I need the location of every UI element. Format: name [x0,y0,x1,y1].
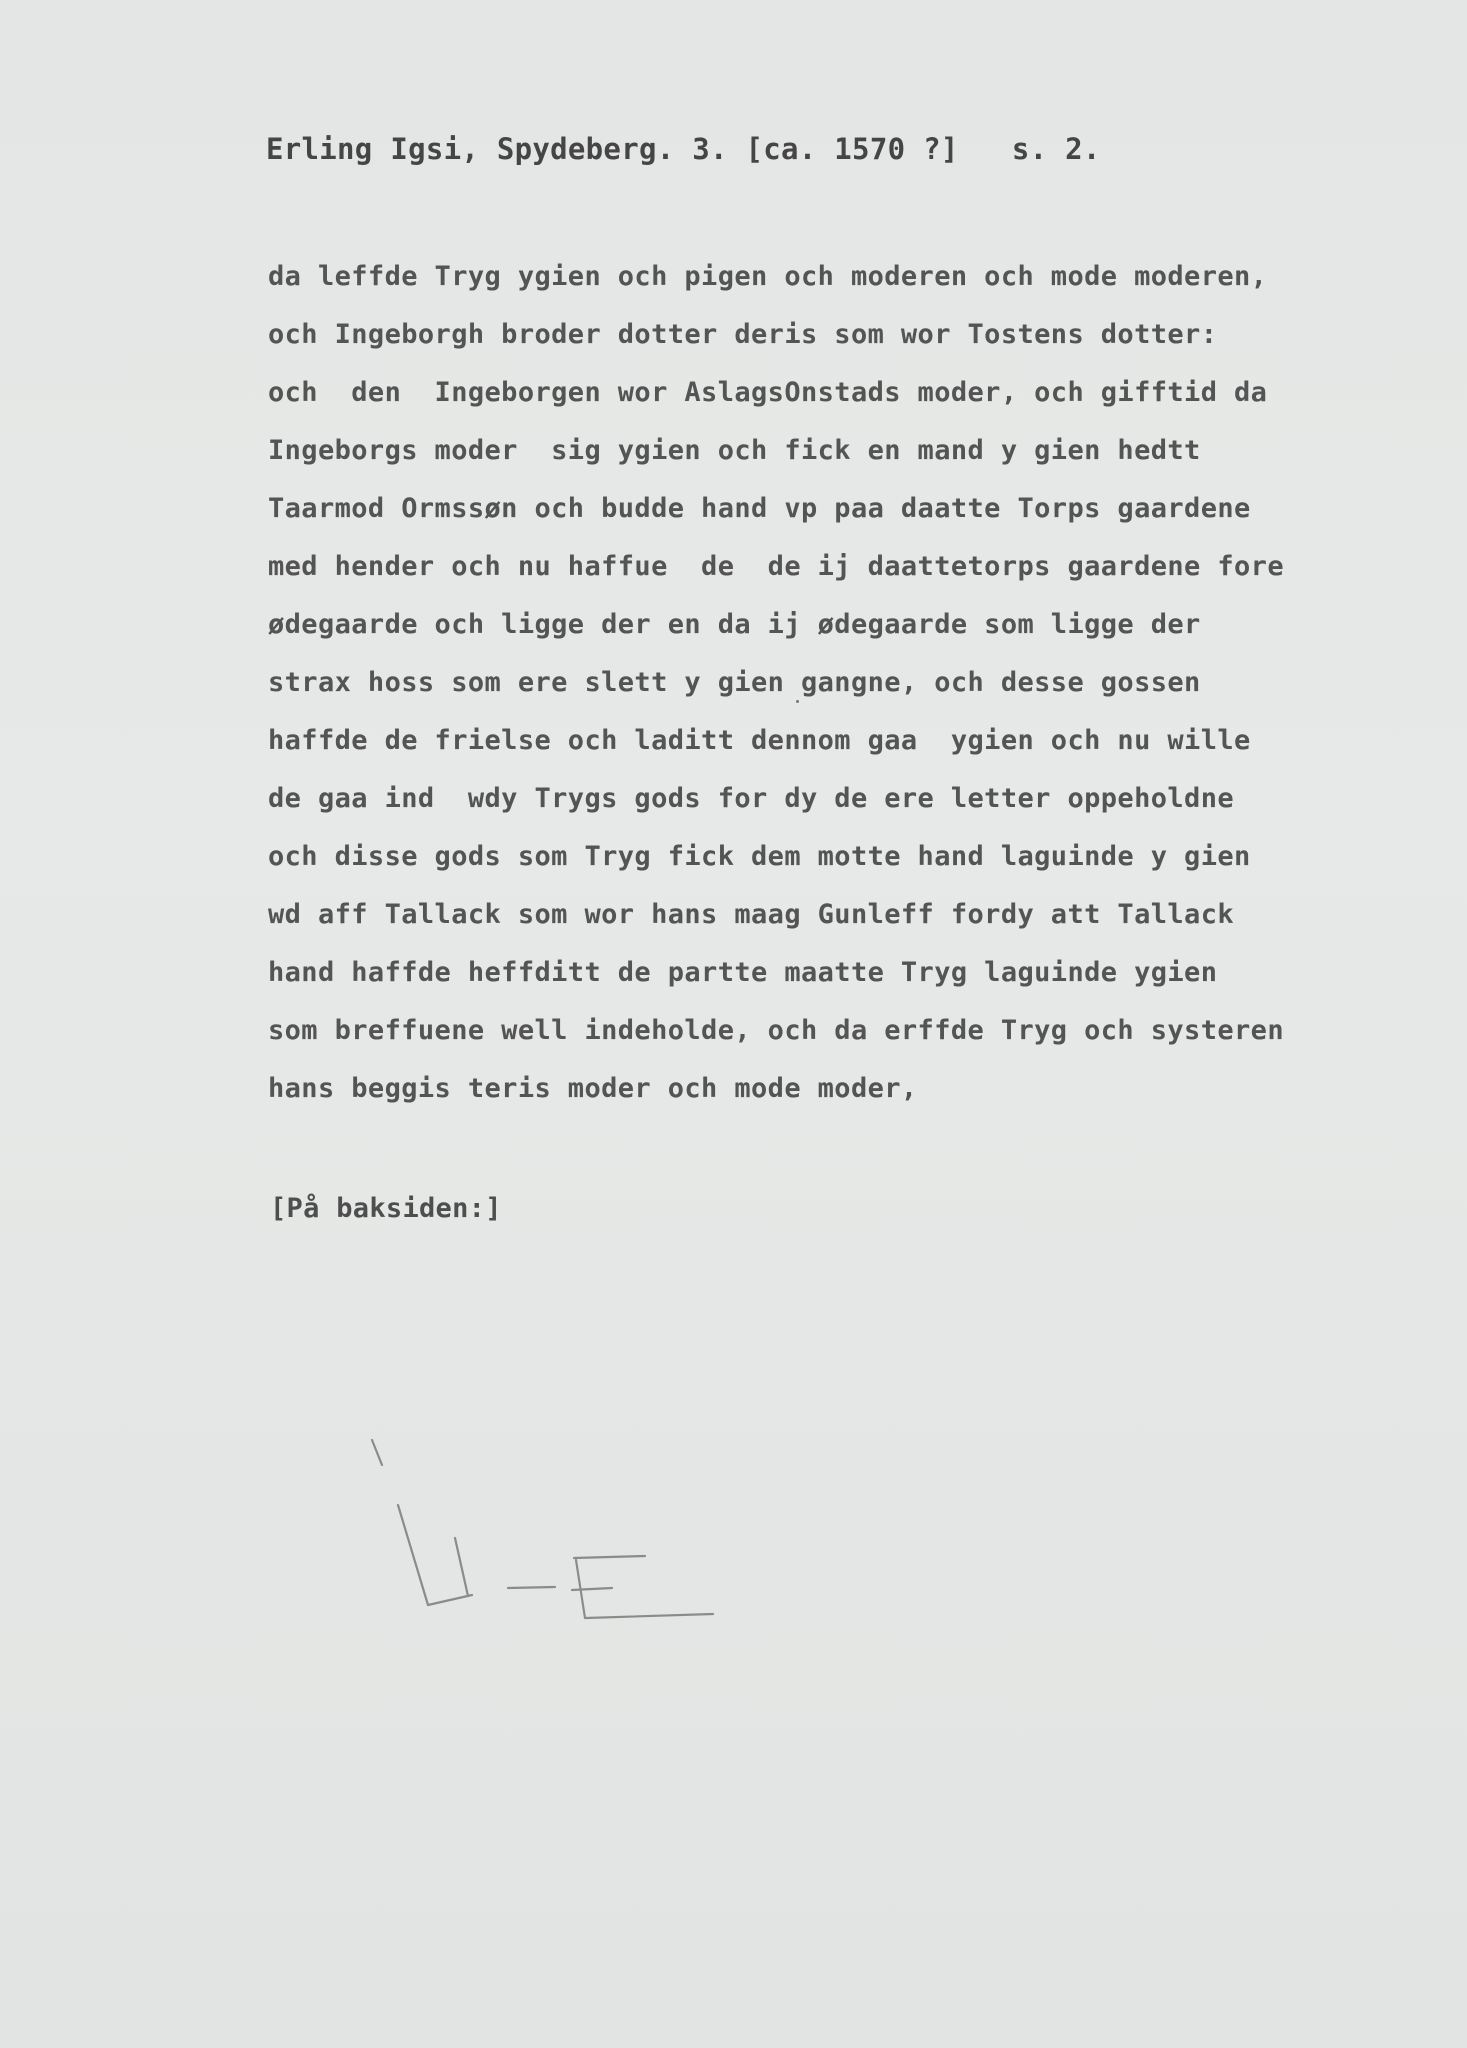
transcription-body [268,248,1284,1118]
text-line: som breffuene well indeholde, och da erffde Tryg och systeren [268,1015,1284,1046]
paper-speck [796,700,799,703]
verso-note: [På baksiden:] [270,1193,502,1224]
page-header: Erling Igsi, Spydeberg. 3. [ca. 1570 ?] s. 2. [266,132,1101,166]
text-line: Taarmod Ormssøn och budde hand vp paa daatte Torps gaardene [268,493,1251,524]
text-line: och Ingeborgh broder dotter deris som wor Tostens dotter: [268,319,1218,350]
text-line: och den Ingeborgen wor AslagsOnstads moder, och gifftid da [268,377,1268,408]
text-line: da leffde Tryg ygien och pigen och moderen och mode moderen, [268,261,1268,292]
text-line: de gaa ind wdy Trygs gods for dy de ere letter oppeholdne [268,783,1235,814]
text-line: hand haffde heffditt de partte maatte Tryg laguinde ygien [268,957,1218,988]
handwritten-mark-icon [360,1420,720,1650]
text-line: strax hoss som ere slett y gien gangne, och desse gossen [268,667,1201,698]
text-line: haffde de frielse och laditt dennom gaa ygien och nu wille [268,725,1251,756]
text-line: ødegaarde och ligge der en da ij ødegaarde som ligge der [268,609,1201,640]
text-line: wd aff Tallack som wor hans maag Gunleff fordy att Tallack [268,899,1235,930]
text-line: Ingeborgs moder sig ygien och fick en mand y gien hedtt [268,435,1201,466]
text-line: med hender och nu haffue de de ij daattetorps gaardene fore [268,551,1284,582]
text-line: och disse gods som Tryg fick dem motte hand laguinde y gien [268,841,1251,872]
text-line: hans beggis teris moder och mode moder, [268,1073,918,1104]
